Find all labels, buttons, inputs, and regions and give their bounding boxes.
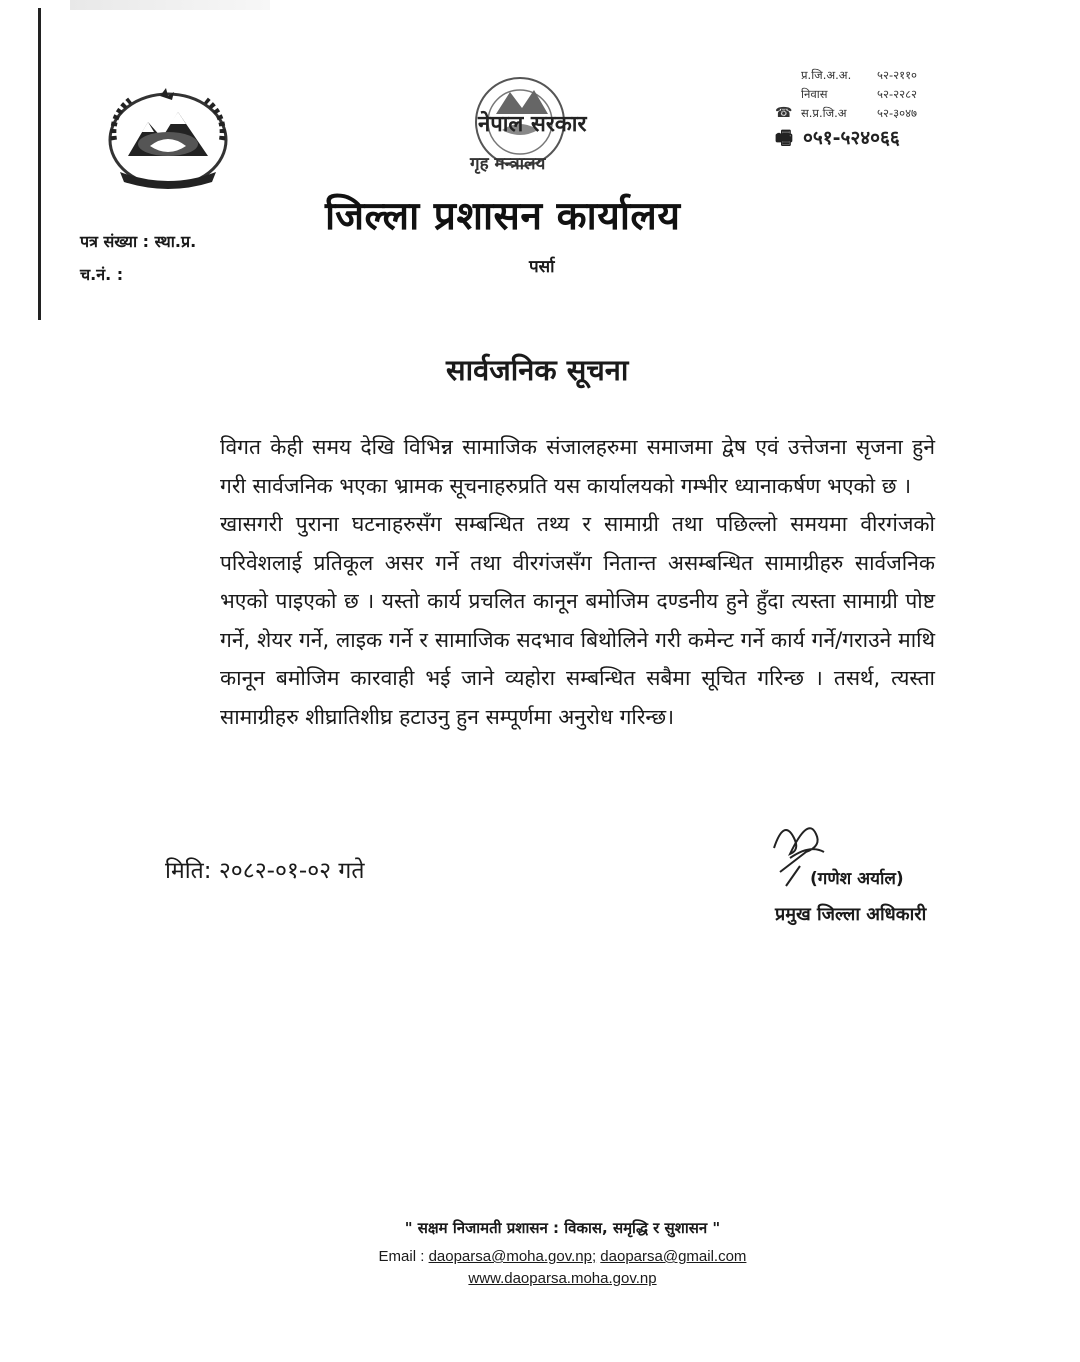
contact-row — [775, 104, 955, 123]
telephone-icon: ☎ — [775, 105, 793, 121]
notice-paragraph: खासगरी पुराना घटनाहरुसँग सम्बन्धित तथ्य र सामाग्री तथा पछिल्लो समयमा वीरगंजको परिवेशलाई प्रतिकूल असर गर्ने तथा वीरगंजसँग नितान्त असम्बन्धित सामाग्रीहरु सार्वजनिक भएको पाइएको छ । यस्तो कार्य प्रचलित कानून बमोजिम दण्डनीय हुने हुँदा त्यस्ता सामाग्री पोष्ट गर्ने, शेयर गर्ने, लाइक गर्ने र सामाजिक सदभाव बिथोलिने गरी कमेन्ट गर्ने कार्य गर्ने/गराउने माथि कानून बमोजिम कारवाही भई जाने व्यहोरा सम्बन्धित सबैमा सूचित गरिन्छ । तसर्थ, त्यस्ता सामाग्रीहरु शीघ्रातिशीघ्र हटाउनु हुन सम्पूर्णमा अनुरोध गरिन्छ। — [220, 512, 935, 729]
office-title: जिल्ला प्रशासन कार्यालय — [325, 194, 681, 239]
contact-number: ५२-३०४७ — [877, 106, 918, 120]
government-name: नेपाल सरकार — [478, 112, 587, 137]
notice-date: मिति: २०८२-०१-०२ गते — [165, 858, 365, 884]
notice-title: सार्वजनिक सूचना — [446, 353, 629, 387]
fax-row — [775, 129, 955, 148]
contact-icon-slot — [775, 85, 801, 104]
email-label: Email : — [378, 1248, 425, 1265]
signatory-name: (गणेश अर्याल) — [810, 869, 904, 889]
contact-label: प्र.जि.अ.अ. — [801, 68, 852, 82]
ministry-name: गृह मन्त्रालय — [470, 154, 546, 174]
email-link-primary[interactable]: daoparsa@moha.gov.np; — [428, 1248, 597, 1265]
contact-label: निवास — [801, 87, 828, 101]
notice-paragraph: विगत केही समय देखि विभिन्न सामाजिक संजालहरुमा समाजमा द्वेष एवं उत्तेजना सृजना हुने गरी सार्वजनिक भएका भ्रामक सूचनाहरुप्रति यस कार्यालयको गम्भीर ध्यानाकर्षण भएको छ । — [220, 435, 935, 498]
fax-number: ०५१-५२४०६६ — [803, 127, 900, 149]
website-link[interactable]: www.daoparsa.moha.gov.np — [468, 1270, 657, 1287]
scan-smudge — [70, 0, 270, 10]
footer — [300, 1216, 825, 1290]
contact-number: ५२-२११० — [877, 68, 918, 82]
contact-numbers — [775, 66, 955, 148]
nepal-emblem-icon — [104, 86, 232, 190]
fax-icon: 🖷 — [775, 127, 793, 149]
footer-slogan: " सक्षम निजामती प्रशासन : विकास, समृद्धि र सुशासन " — [404, 1219, 721, 1237]
contact-label: स.प्र.जि.अ — [801, 106, 847, 120]
contact-row — [775, 85, 955, 104]
district-name: पर्सा — [529, 257, 555, 277]
scan-edge-line — [38, 8, 41, 320]
contact-icon-slot — [775, 66, 801, 85]
dispatch-number: च.नं. : — [80, 265, 124, 284]
contact-number: ५२-२२८२ — [877, 87, 918, 101]
notice-body — [220, 428, 935, 736]
signatory-title: प्रमुख जिल्ला अधिकारी — [775, 904, 927, 925]
contact-row — [775, 66, 955, 85]
footer-email-line — [300, 1246, 825, 1268]
letter-number: पत्र संख्या : स्था.प्र. — [80, 232, 197, 251]
email-link-secondary[interactable]: daoparsa@gmail.com — [600, 1248, 747, 1265]
footer-website-line — [300, 1268, 825, 1290]
